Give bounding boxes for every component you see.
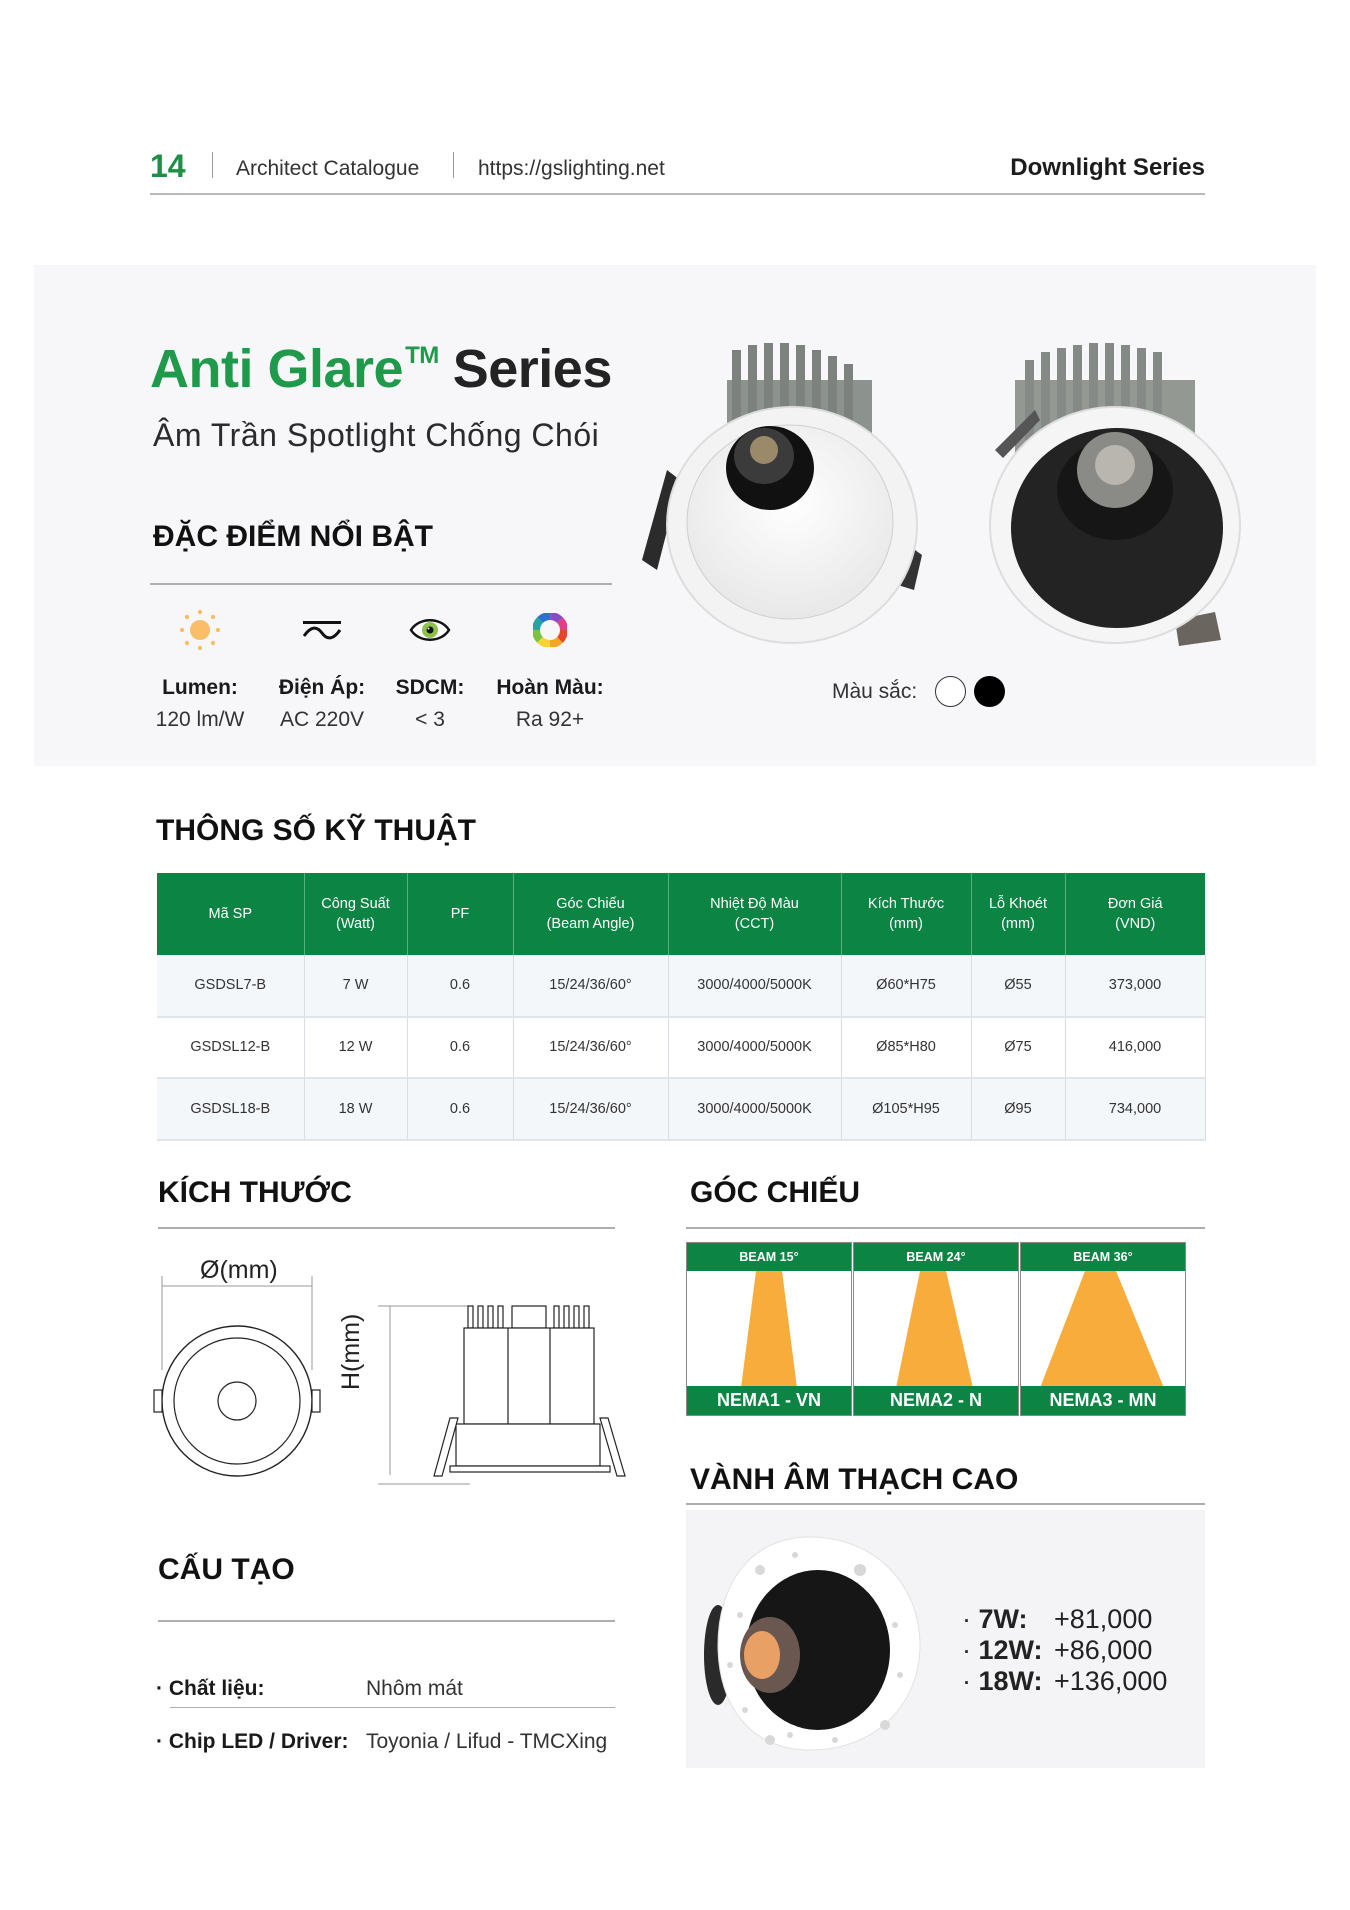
title-dark: Series: [452, 339, 612, 399]
cell-price: 416,000: [1065, 1017, 1205, 1079]
feature-value: Ra 92+: [515, 708, 585, 731]
product-image-white: [632, 340, 952, 675]
trademark: TM: [405, 342, 439, 369]
product-title: [150, 338, 612, 400]
column-header: Kích Thước (mm): [841, 873, 971, 955]
table-row: [157, 955, 1205, 1017]
beam-card-24: [853, 1242, 1019, 1416]
rim-divider: [686, 1503, 1205, 1505]
construction-value: Toyonia / Lifud - TMCXing: [366, 1730, 608, 1753]
cell-size: Ø85*H80: [841, 1017, 971, 1079]
sun-icon: [140, 608, 260, 652]
cell-power: 7 W: [304, 955, 407, 1017]
catalogue-name: Architect Catalogue: [236, 157, 420, 180]
dimensions-heading: KÍCH THƯỚC: [158, 1176, 352, 1209]
cell-cutout: Ø75: [971, 1017, 1065, 1079]
cell-beam: 15/24/36/60°: [513, 1017, 668, 1079]
rim-price-row: · 7W: +81,000: [962, 1604, 1167, 1635]
product-subtitle: Âm Trần Spotlight Chống Chói: [153, 417, 600, 453]
beam-divider: [686, 1227, 1205, 1229]
beam-angle-label: BEAM 24°: [854, 1243, 1018, 1271]
color-options: [832, 676, 1005, 707]
construction-label: · Chất liệu:: [156, 1677, 366, 1701]
nema-label: NEMA2 - N: [854, 1386, 1018, 1415]
beam-cone-icon: [687, 1271, 852, 1388]
rim-price-row: · 12W: +86,000: [962, 1635, 1167, 1666]
beam-cone-icon: [1021, 1271, 1186, 1388]
cell-power: 12 W: [304, 1017, 407, 1079]
column-header: Công Suất (Watt): [304, 873, 407, 955]
page-number: 14: [150, 148, 186, 184]
beam-card-36: [1020, 1242, 1186, 1416]
construction-row-divider: [170, 1707, 615, 1708]
feature-sdcm: [370, 608, 490, 732]
rim-heading: VÀNH ÂM THẠCH CAO: [690, 1463, 1019, 1496]
cell-price: 373,000: [1065, 955, 1205, 1017]
column-header: Mã SP: [157, 873, 304, 955]
table-header-row: [157, 873, 1205, 955]
construction-divider: [158, 1620, 615, 1622]
feature-label: Điện Áp:: [278, 676, 366, 699]
cell-price: 734,000: [1065, 1078, 1205, 1140]
construction-value: Nhôm mát: [366, 1677, 463, 1700]
cell-cct: 3000/4000/5000K: [668, 1017, 841, 1079]
cell-pf: 0.6: [407, 1017, 513, 1079]
cell-beam: 15/24/36/60°: [513, 1078, 668, 1140]
column-header: Nhiệt Độ Màu (CCT): [668, 873, 841, 955]
rim-product-image: [700, 1525, 930, 1765]
feature-lumen: [140, 608, 260, 732]
column-header: PF: [407, 873, 513, 955]
header-separator: [212, 152, 213, 178]
color-label: Màu sắc:: [832, 679, 918, 703]
construction-heading: CẤU TẠO: [158, 1553, 295, 1586]
eye-icon: [370, 608, 490, 652]
table-row: [157, 1017, 1205, 1079]
column-header: Góc Chiếu (Beam Angle): [513, 873, 668, 955]
feature-voltage: [262, 608, 382, 732]
product-image-black: [965, 340, 1255, 675]
color-wheel-icon: [490, 608, 610, 652]
rim-price-row: · 18W: +136,000: [962, 1666, 1167, 1697]
feature-label: Hoàn Màu:: [496, 676, 604, 699]
feature-value: AC 220V: [279, 708, 365, 731]
cell-sku: GSDSL7-B: [157, 955, 304, 1017]
table-row: [157, 1078, 1205, 1140]
nema-label: NEMA1 - VN: [687, 1386, 851, 1415]
column-header: Đơn Giá (VND): [1065, 873, 1205, 955]
header-separator: [453, 152, 454, 178]
cell-size: Ø60*H75: [841, 955, 971, 1017]
feature-cri: [490, 608, 610, 732]
cell-power: 18 W: [304, 1078, 407, 1140]
column-header: Lỗ Khoét (mm): [971, 873, 1065, 955]
cell-cct: 3000/4000/5000K: [668, 1078, 841, 1140]
beam-cone-icon: [854, 1271, 1019, 1388]
beam-card-15: [686, 1242, 852, 1416]
cell-sku: GSDSL18-B: [157, 1078, 304, 1140]
feature-label: Lumen:: [162, 676, 238, 699]
series-name: Downlight Series: [1010, 154, 1205, 181]
rim-price-list: [962, 1604, 1167, 1697]
beam-angle-label: BEAM 15°: [687, 1243, 851, 1271]
features-divider: [150, 583, 612, 585]
cell-pf: 0.6: [407, 1078, 513, 1140]
cell-beam: 15/24/36/60°: [513, 955, 668, 1017]
cell-sku: GSDSL12-B: [157, 1017, 304, 1079]
construction-row-chip: [156, 1730, 607, 1754]
dimensions-divider: [158, 1227, 615, 1229]
color-swatch-black[interactable]: [974, 676, 1005, 707]
beam-angle-label: BEAM 36°: [1021, 1243, 1185, 1271]
diameter-label: Ø(mm): [200, 1256, 278, 1284]
feature-value: 120 lm/W: [155, 708, 245, 731]
cell-cutout: Ø55: [971, 955, 1065, 1017]
title-green: Anti Glare: [150, 339, 404, 399]
cell-cutout: Ø95: [971, 1078, 1065, 1140]
features-heading: ĐẶC ĐIỂM NỔI BẬT: [153, 520, 433, 553]
dimension-drawing: [150, 1250, 640, 1495]
website-link[interactable]: https://gslighting.net: [478, 157, 665, 180]
feature-label: SDCM:: [395, 676, 465, 699]
cell-pf: 0.6: [407, 955, 513, 1017]
construction-label: · Chip LED / Driver:: [156, 1730, 366, 1754]
ac-voltage-icon: [262, 608, 382, 652]
construction-row-material: [156, 1677, 463, 1701]
beam-heading: GÓC CHIẾU: [690, 1176, 861, 1209]
spec-table: [157, 873, 1206, 1141]
nema-label: NEMA3 - MN: [1021, 1386, 1185, 1415]
cell-cct: 3000/4000/5000K: [668, 955, 841, 1017]
cell-size: Ø105*H95: [841, 1078, 971, 1140]
height-label: H(mm): [337, 1313, 365, 1390]
color-swatch-white[interactable]: [935, 676, 966, 707]
header-divider: [150, 193, 1205, 195]
feature-value: < 3: [415, 708, 445, 731]
specs-heading: THÔNG SỐ KỸ THUẬT: [156, 814, 476, 847]
